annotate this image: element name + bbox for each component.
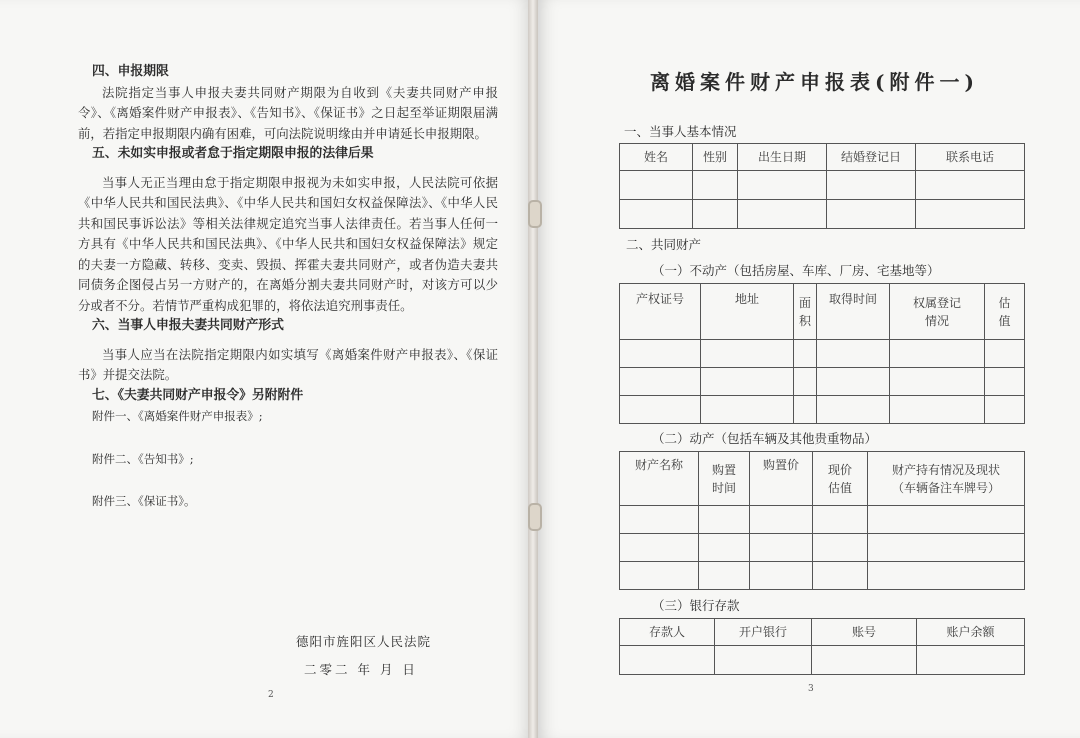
th-ownership: 权属登记 情况 xyxy=(890,284,985,340)
th-account-number: 账号 xyxy=(812,619,917,646)
th-value: 估 值 xyxy=(985,284,1025,340)
th-acquired-time: 取得时间 xyxy=(817,284,890,340)
th-purchase-time: 购置 时间 xyxy=(699,452,750,506)
issue-date: 二零二 年 月 日 xyxy=(304,662,418,677)
section-6-title: 六、当事人申报夫妻共同财产形式 xyxy=(92,318,284,333)
table-row xyxy=(620,340,1025,368)
section-5-title: 五、未如实申报或者怠于指定期限申报的法律后果 xyxy=(92,146,374,161)
th-bank: 开户银行 xyxy=(715,619,812,646)
table-row xyxy=(620,534,1025,562)
th-balance: 账户余额 xyxy=(917,619,1025,646)
section-5-body: 当事人无正当理由怠于指定期限申报视为未如实申报，人民法院可依据《中华人民共和国民法典》、《中华人民共和国妇女权益保障法》、《中华人民共和国民事诉讼法》等相关法律规定追究当事人法律责任。若当事人任何一方具有《中华人民共和国民法典》、《中华人民共和国妇女权益保障法》规定的夫妻一方隐藏、转移、变卖、毁损、挥霍夫妻共同财产，或者伪造夫妻共同债务企图侵占另一方财产的，在离婚分割夫妻共同财产时，对该方可以少分或者不分。若情节严重构成犯罪的，将依法追究刑事责任。 xyxy=(78,174,498,313)
table-row xyxy=(620,200,1025,229)
th-name: 姓名 xyxy=(620,144,693,171)
table-row xyxy=(620,506,1025,534)
staple-bottom xyxy=(528,503,542,531)
table-row xyxy=(620,646,1025,675)
th-property-cert: 产权证号 xyxy=(620,284,701,340)
th-depositor: 存款人 xyxy=(620,619,715,646)
left-page-text xyxy=(78,62,498,512)
real-estate-table xyxy=(619,283,1025,424)
table-row xyxy=(620,368,1025,396)
th-holding-status: 财产持有情况及现状 （车辆备注车牌号） xyxy=(868,452,1025,506)
th-gender: 性别 xyxy=(693,144,738,171)
page-number-left: 2 xyxy=(268,690,274,700)
th-birthdate: 出生日期 xyxy=(738,144,827,171)
bank-deposit-table xyxy=(619,618,1025,675)
book-spine xyxy=(528,0,538,738)
movable-property-title: （二）动产（包括车辆及其他贵重物品） xyxy=(652,431,878,446)
section-7-title: 七、《夫妻共同财产申报令》另附附件 xyxy=(92,387,304,403)
section-4-title: 四、申报期限 xyxy=(92,64,169,79)
staple-top xyxy=(528,200,542,228)
attachment-3: 附件三、《保证书》。 xyxy=(92,494,196,508)
section-6-body: 当事人应当在法院指定期限内如实填写《离婚案件财产申报表》、《保证书》并提交法院。 xyxy=(78,346,498,382)
section-2-title: 二、共同财产 xyxy=(626,237,702,252)
section-1-title: 一、当事人基本情况 xyxy=(624,124,737,139)
movable-property-table xyxy=(619,451,1025,590)
th-purchase-price: 购置价 xyxy=(750,452,813,506)
table-row xyxy=(620,562,1025,590)
court-signature: 德阳市旌阳区人民法院 xyxy=(296,634,432,649)
table-row xyxy=(620,171,1025,200)
basic-info-table xyxy=(619,143,1025,229)
th-property-name: 财产名称 xyxy=(620,452,699,506)
th-current-value: 现价 估值 xyxy=(813,452,868,506)
th-area: 面 积 xyxy=(794,284,817,340)
attachment-1: 附件一、《离婚案件财产申报表》; xyxy=(92,409,263,423)
th-marriage-date: 结婚登记日 xyxy=(827,144,916,171)
page-number-right: 3 xyxy=(808,684,814,694)
attachment-2: 附件二、《告知书》; xyxy=(92,451,194,466)
form-title: 离婚案件财产申报表(附件一) xyxy=(650,70,979,94)
th-phone: 联系电话 xyxy=(916,144,1025,171)
bank-deposit-title: （三）银行存款 xyxy=(652,598,740,613)
real-estate-title: （一）不动产（包括房屋、车库、厂房、宅基地等） xyxy=(652,263,940,278)
th-address: 地址 xyxy=(701,284,794,340)
table-row xyxy=(620,396,1025,424)
section-4-body: 法院指定当事人申报夫妻共同财产期限为自收到《夫妻共同财产申报令》、《离婚案件财产申报表》、《告知书》、《保证书》之日起至举证期限届满前，若指定申报期限内确有困难，可向法院说明缘由并申请延长申报期限。 xyxy=(78,84,498,141)
